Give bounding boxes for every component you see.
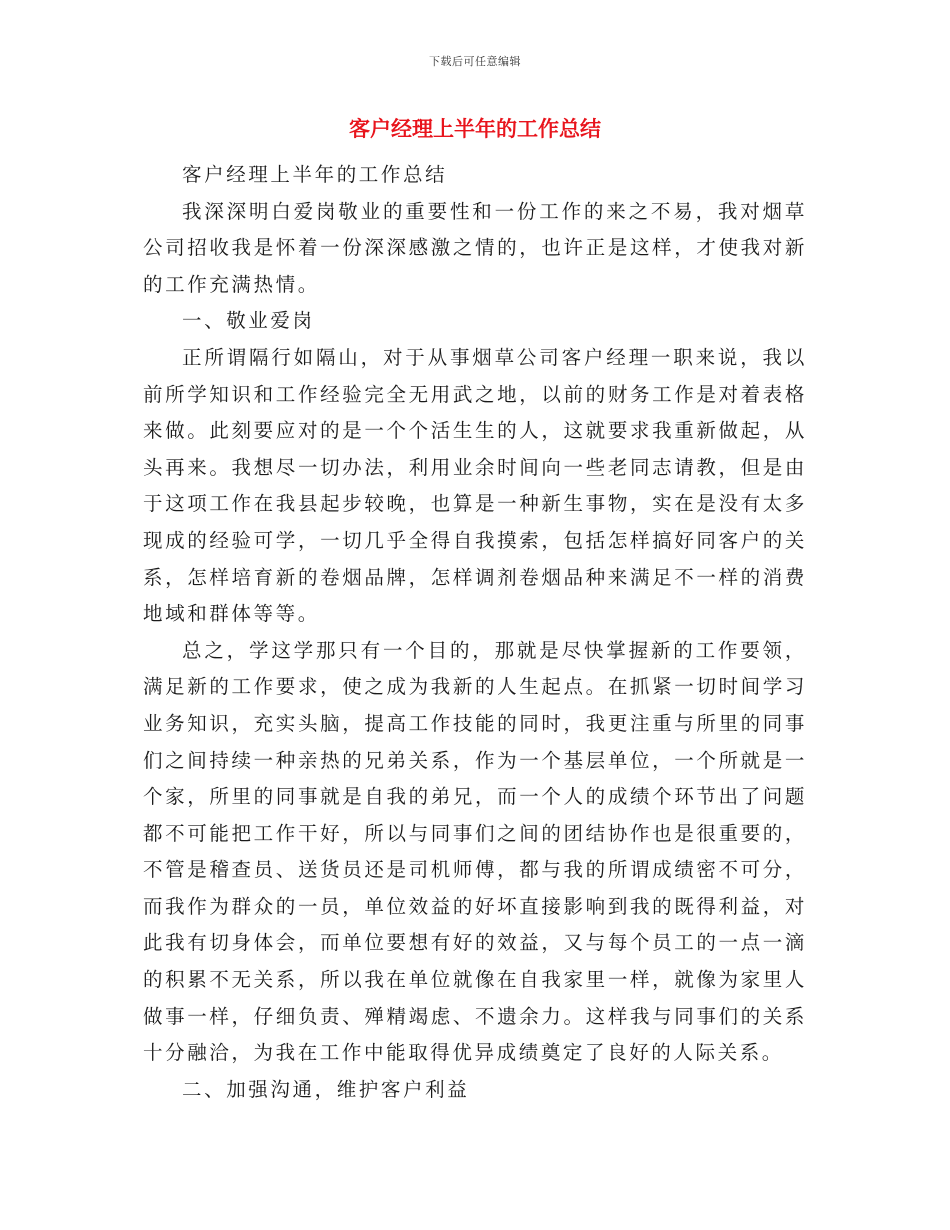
paragraph-subtitle: 客户经理上半年的工作总结 [182, 163, 448, 186]
document-title: 客户经理上半年的工作总结 [349, 117, 601, 141]
paragraph-section-1-b: 总之，学这学那只有一个目的，那就是尽快掌握新的工作要领，满足新的工作要求，使之成为我新的人生起点。在抓紧一切时间学习业务知识，充实头脑，提高工作技能的同时，我更注重与所里的同事们之间持续一种亲热的兄弟关系，作为一个基层单位，一个所就是一个家，所里的同事就是自我的弟兄，而一个人的成绩个环节出了问题都不可能把工作干好，所以与同事们之间的团结协作也是很重要的，不管是稽查员、送货员还是司机师傅，都与我的所谓成绩密不可分，而我作为群众的一员，单位效益的好坏直接影响到我的既得利益，对此我有切身体会，而单位要想有好的效益，又与每个员工的一点一滴的积累不无关系，所以我在单位就像在自我家里一样，就像为家里人做事一样，仔细负责、殚精竭虑、不遗余力。这样我与同事们的关系十分融洽，为我在工作中能取得优异成绩奠定了良好的人际关系。 [143, 638, 807, 1065]
paragraph-intro: 我深深明白爱岗敬业的重要性和一份工作的来之不易，我对烟草公司招收我是怀着一份深深感激之情的，也许正是这样，才使我对新的工作充满热情。 [143, 199, 807, 296]
paragraph-section-1-a: 正所谓隔行如隔山，对于从事烟草公司客户经理一职来说，我以前所学知识和工作经验完全无用武之地，以前的财务工作是对着表格来做。此刻要应对的是一个个活生生的人，这就要求我重新做起，从头再来。我想尽一切办法，利用业余时间向一些老同志请教，但是由于这项工作在我县起步较晚，也算是一种新生事物，实在是没有太多现成的经验可学，一切几乎全得自我摸索，包括怎样搞好同客户的关系，怎样培育新的卷烟品牌，怎样调剂卷烟品种来满足不一样的消费地域和群体等等。 [143, 345, 807, 626]
header-note: 下载后可任意编辑 [429, 55, 521, 68]
section-heading-2: 二、加强沟通，维护客户利益 [182, 1077, 470, 1101]
document-body [143, 157, 807, 1108]
section-heading-1: 一、敬业爱岗 [182, 309, 315, 333]
